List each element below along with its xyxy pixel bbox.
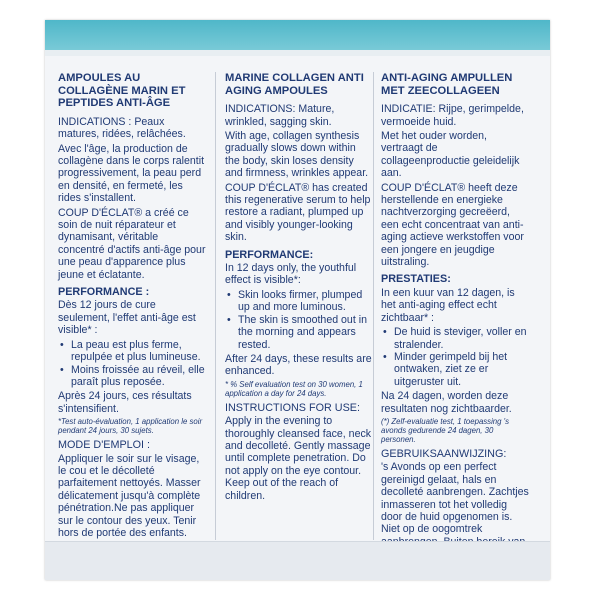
indications-text: Mature, wrinkled, sagging skin. — [225, 103, 335, 128]
list-item: • The skin is smoothed out in the morning and appears rested. — [234, 314, 373, 351]
list-item: • Minder gerimpeld bij het ontwaken, ziet ze er uitgeruster uit. — [390, 351, 529, 388]
product-box-back — [45, 20, 550, 580]
usage-text: Appliquer le soir sur le visage, le cou et le décolleté parfaitement nettoyés. Masser délicatement jusqu'à complète pénétration.Ne pas appliquer sur le contour des yeux. Tenir hors de portée des enfants. — [58, 452, 201, 539]
footnote: * % Self evaluation test on 30 women, 1 application a day for 24 days. — [225, 379, 363, 398]
column-separator — [215, 72, 216, 540]
performance-heading: PRESTATIES: — [381, 273, 451, 286]
usage-text: 's Avonds op een perfect gereinigd gelaat, hals en decolleté aanbrengen. Zachtjes inmasseren tot het volledig door de huid opgenomen is. Niet op de oogomtrek — [381, 461, 529, 536]
performance-text: In 12 days only, the youthful effect is visible*: — [225, 262, 357, 287]
list-item: • De huid is steviger, voller en stralender. — [390, 326, 529, 351]
bottom-flap — [45, 541, 550, 580]
usage-heading: GEBRUIKSAANWIJZING: — [381, 447, 507, 460]
indications — [58, 116, 206, 141]
indications-label: INDICATIE: — [381, 103, 436, 116]
column-title: ANTI-AGING AMPULLEN MET ZEECOLLAGEEN — [381, 72, 513, 97]
column-dutch — [381, 72, 529, 563]
body-text: Avec l'âge, la production de collagène dans le corps ralentit progressivement, la peau perd en densité, en fermeté, les rides s'installent. — [58, 142, 205, 205]
indications — [381, 103, 529, 128]
body-text-2: COUP D'ÉCLAT® a créé ce soin de nuit réparateur et dynamisant, véritable concentré d'actifs anti-âge pour une peau d'apparence plus jeune et éclatante. — [58, 206, 206, 281]
top-accent-stripe — [45, 20, 550, 50]
list-item: • Skin looks firmer, plumped up and more luminous. — [234, 289, 373, 314]
usage-heading: MODE D'EMPLOI : — [58, 439, 151, 452]
indications-text: Rijpe, gerimpelde, vermoeide huid. — [381, 103, 524, 128]
top-divider — [45, 50, 550, 56]
results-list — [381, 326, 529, 388]
usage-heading: INSTRUCTIONS FOR USE: — [225, 401, 360, 414]
column-separator — [373, 72, 374, 540]
indications — [225, 103, 373, 128]
performance-text: Dès 12 jours de cure seulement, l'effet anti-âge est visible* : — [58, 299, 196, 337]
footnote: (*) Zelf-evaluatie test, 1 toepassing 's avonds gedurende 24 dagen, 30 personen. — [381, 416, 510, 444]
body-text: With age, collagen synthesis gradually slows down within the body, skin loses density and firmness, wrinkles appear. — [225, 130, 369, 180]
column-title: AMPOULES AU COLLAGÈNE MARIN ET PEPTIDES ANTI-ÂGE — [58, 72, 186, 110]
usage-text: Apply in the evening to thoroughly cleansed face, neck and decolleté. Gently massage until complete penetration. Do not apply on the eye contour. Keep out of the reach of children. — [225, 415, 372, 502]
results-list — [58, 339, 206, 389]
body-text-2: COUP D'ÉCLAT® heeft deze herstellende en energieke nachtverzorging gecreëerd, een echt concentraat van anti-aging actieve werkstoffen voor een jongere en jeugdige uitstraling. — [381, 181, 524, 269]
after-text: After 24 days, these results are enhanced. — [225, 352, 372, 378]
performance-heading: PERFORMANCE : — [58, 286, 150, 299]
list-item: • Moins froissée au réveil, elle paraît plus reposée. — [67, 364, 206, 389]
list-item: • La peau est plus ferme, repulpée et plus lumineuse. — [67, 339, 206, 364]
indications-text: Peaux matures, ridées, relâchées. — [58, 115, 186, 141]
after-text: Na 24 dagen, worden deze resultaten nog zichtbaarder. — [381, 390, 512, 415]
performance-text: In een kuur van 12 dagen, is het anti-aging effect echt zichtbaar* : — [381, 286, 515, 324]
column-title: MARINE COLLAGEN ANTI AGING AMPOULES — [225, 72, 364, 97]
performance-heading: PERFORMANCE: — [225, 248, 314, 261]
body-text: Met het ouder worden, vertraagt de collageenproductie geleidelijk aan. — [381, 130, 520, 180]
after-text: Après 24 jours, ces résultats s'intensifient. — [58, 390, 192, 415]
column-french — [58, 72, 206, 541]
footnote: *Test auto-évaluation, 1 application le soir pendant 24 jours, 30 sujets. — [58, 417, 203, 436]
column-english — [225, 72, 373, 504]
results-list — [225, 289, 373, 351]
indications-label: INDICATIONS: — [225, 103, 296, 116]
indications-label: INDICATIONS : — [58, 115, 132, 128]
body-text-2: COUP D'ÉCLAT® has created this regenerative serum to help restore a radiant, plumped up and visibly younger-looking skin. — [225, 181, 371, 244]
